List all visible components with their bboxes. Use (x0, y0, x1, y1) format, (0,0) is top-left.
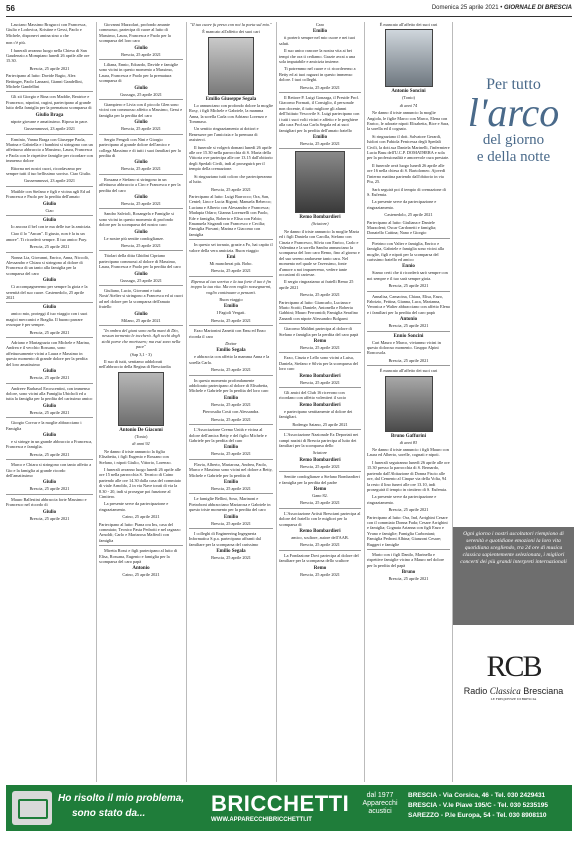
deceased-name: Emilio Segala (216, 348, 246, 354)
column-divider (276, 22, 277, 782)
deceased-name: Remo Bombardieri (299, 528, 341, 534)
deceased-photo (385, 376, 433, 432)
deceased-photo (385, 29, 433, 87)
divider (279, 148, 361, 149)
obituary-column-1 (6, 22, 93, 782)
obituary-date: Brescia, 25 aprile 2021 (211, 485, 251, 491)
deceased-photo (295, 151, 345, 213)
obituary-date: Brescia, 25 aprile 2021 (29, 409, 70, 415)
obituary-date: Brescia, 25 aprile 2021 (388, 576, 429, 582)
obituary-date: Brescia, 25 aprile 2021 (211, 186, 251, 192)
divider (279, 429, 361, 430)
obituary-text: L'Associazione Artisti Bresciani partecipa al dolore del fratello con le migliori per la scomparsa di (279, 510, 361, 527)
deceased-name: Giulio (42, 432, 57, 438)
ad-address: BRESCIA - Via Corsica, 46 - Tel. 030 2429431 (408, 792, 546, 799)
obituary-text: Ne danno il triste annuncio la figlia Elisabetta, i figli Eugenio e Rossano con Stefano, i nipoti Giulio, Vittorio, Lorenzo. (99, 448, 172, 465)
newspaper-name: GIORNALE DI BRESCIA (503, 5, 572, 11)
deceased-name: Emilio Giuseppe Segala (205, 96, 257, 102)
obituary-text: Sandro Salvioli, Rosangela e Famiglie si sono vicini in questo momento di profondo dolore per la scomparsa del nostro caro (99, 211, 174, 228)
obituary-text: Le nostre più sentite condoglianze. (104, 235, 165, 241)
deceased-name: Giulio (42, 305, 57, 311)
divider (279, 387, 361, 388)
obituary-participants: Partecipano al lutto: Giancarlo, Luciana e Mario Scotti; Daniele, Antonella e Roberta Gabbini; Mauro Ferromidi; Famiglia Serafino Zanardi con nipote Alessandro Bolgarni (279, 299, 359, 321)
obituary-date: Brescia, 25 aprile 2021 (300, 140, 340, 146)
obituary-text: Gano 82. (312, 492, 328, 498)
divider (99, 325, 183, 326)
obituary-text: Si ringraziano il dott. Salvatore Gerardi, Isidori con Fabiola Fenicessa degli Spedali Civili, la dott.ssa Daniela Marinelli, l'infermiere Lucia Basu dell'U.C.P. DOMATHERA e sola per la professionalità e amorevole cura prestate. (367, 133, 450, 161)
obituary-date: Brescia, 25 aprile 2021 (300, 463, 340, 469)
page-dateline: Domenica 25 aprile 2021 • GIORNALE DI BRESCIA (431, 5, 572, 11)
obituary-date: Brescia, 25 aprile 2021 (29, 375, 70, 381)
obituary-text: Ciao (45, 207, 54, 213)
obituary-text: È mancato all'affetto dei suoi cari (202, 29, 260, 35)
obituary-text: e abbraccia con affetto la mamma Anna e la sorella Carla. (189, 354, 270, 365)
obituary-text: I Fagioli Vergati. (216, 310, 246, 316)
obituary-date: Brescia, 25 aprile 2021 (29, 515, 70, 521)
deceased-name: Antonio (399, 317, 418, 323)
deceased-name: Remo (313, 486, 327, 492)
obituary-text: Le famiglie Bellini, Soso, Marinoni e Pietroboni abbracciano Mariarosa e Gabriele in questo triste momento per la perdita del caro (189, 496, 271, 513)
obituary-text: Pietrino con Valter e famiglia, Enrico e famiglia, Gabriele e famiglia sono vicini alla moglie, figli e nipoti per la scomparsa del carissimo fratello ed amico (367, 240, 444, 262)
deceased-name: Remo Bombardieri (299, 402, 341, 408)
ad-headline: l'arco (467, 90, 560, 135)
deceased-title: (Sciatore) (311, 221, 329, 227)
obituary-text: Il funerale avrà luogo lunedì 26 aprile alle ore 16 nella chiesa di S. Bartolomeo. Ajovedì l'interno mattina partendo dall'obitorio in via Piu, 25. (367, 162, 446, 185)
divider (367, 365, 450, 366)
deceased-name: Giulio (134, 194, 148, 200)
obituary-text: Matilde con Stefano e figli e vicina agli Ed ad Francesca e Paolo per la perdita dell'amato (6, 188, 91, 200)
obituary-text: Rossana e Stefano si stringono in un affettuoso abbraccio a Ciro e Francesca e per la perdita del caro (99, 176, 181, 193)
ad-slogan: sono stato da... (72, 808, 146, 819)
obituary-text: Io ancora il bel con te ma delle tue la amicizia. (11, 223, 92, 229)
obituary-text: Gli zii Giorgio e Rina con Maddie, Beatrice e Francesco, nipotini, cugini, partecipano al grande lutto della famiglia per la prematura scomparsa di (6, 94, 92, 111)
obituary-text: amico mio, proteggi il tuo viaggio con i suoi magici meccanici e Braglia. Il buono parrare ovunque è per sempre. (6, 311, 88, 328)
obituary-text: Ezzo Marionini Zanetti con Emu ed Enzo ricorda il caro (189, 328, 266, 339)
divider (99, 545, 183, 546)
obituary-date: Brescia, 25 aprile 2021 (211, 416, 251, 422)
obituary-column-3 (189, 22, 273, 782)
obituary-participants: Partecipano al lutto: Luigi Barrocco; Ora, San, Centel; Lino e Lucia Rigoni; Manuela Rebecco; Luciana e Alberto con Alessandro e Francesca; Madapia Odaro; Gianna Lorenzelli con Paolo, Ede e famiglia, Roberto e Elisa con Fabio; Emanuela Sisgandi con Francesco e Cecilia; Famiglia Piovani; Marina e Giacomo con famiglia (189, 193, 272, 237)
obituary-text: Mario con i figli Danilo, Marinella e rispettive famiglie vicino a Mauro nel dolore per la perdita del papà (367, 551, 445, 568)
divider (189, 459, 273, 460)
divider (6, 302, 93, 303)
deceased-name: Giulio (134, 160, 148, 166)
obituary-text: Si ringraziano tutti coloro che parteciperanno al lutto. (189, 173, 272, 185)
obituary-text: È mancato all'affetto dei suoi cari (379, 368, 438, 374)
obituary-text: ti porterò sempre nel mio cuore e nei tuoi saluti. (279, 35, 356, 46)
obituary-text: Buon viaggio (219, 297, 243, 302)
deceased-name: Giulio (134, 229, 148, 235)
divider (367, 291, 450, 292)
page-header (6, 4, 572, 17)
radio-logo-block[interactable] (453, 630, 574, 738)
obituary-date: Brescia, 25 aprile 2021 (388, 357, 429, 363)
bricchetti-ad[interactable] (6, 785, 572, 831)
obituary-text: Giorgio Corvar e la moglie abbracciano i Famiglia (6, 420, 82, 431)
obituary-text: Sentite condoglianze a Stefano Bombardieri e famiglia per la perdita del padre (279, 474, 360, 485)
divider (99, 134, 183, 135)
divider (189, 424, 273, 425)
obituary-participants: Partecipano al lutto: Ora, Ind, Arrighini Cesare con il commiato Donna Fada; Cesare Arrighini e famiglia; Cognata Arianna con figli Enzo e Yvano e famiglie; Famiglia Carboniani; Famiglia Pedroni Albina; Gianzoni Cesare; Ruggeri e famiglie (367, 514, 448, 547)
obituary-text: e partecipano sentitamente al dolore dei famigliari. (279, 408, 353, 420)
obituary-text: e si stringe in un grande abbraccio a Francesca, Francesca e famiglia. (6, 438, 93, 450)
obituary-date: Brescia, 25 aprile 2021 (388, 323, 429, 329)
deceased-name: Remo (313, 565, 327, 571)
deceased-name: Giulio (42, 480, 57, 486)
obituary-text: La presente serve da partecipazione e ringraziamento. (367, 199, 437, 210)
obituary-text: L'Associazione Cremo Unità e vicina al dolore dell'amica Betty e del figlio Michele e Gabriele per la perdita del caro (189, 427, 267, 443)
deceased-name: Giulio (134, 85, 148, 91)
column-divider (186, 22, 187, 782)
divider (6, 215, 93, 216)
deceased-name: Giulio (42, 217, 57, 223)
divider (189, 325, 273, 326)
obituary-date: Gussemmezzi, 23 aprile 2021 (23, 178, 76, 184)
quote-source: (Sap 3,1 - 3) (130, 351, 152, 357)
deceased-name: Antonio (132, 566, 150, 572)
deceased-name: Giulio (134, 311, 148, 317)
divider (279, 92, 361, 93)
obituary-participants: Partecipano al lutto: Piana ora Ins, casa del commiato; Tecnico Pasta Pedrotti e nel ragazzo Arnoldi; Carlo e Mariarosa Maffeoli con famiglia (99, 521, 181, 543)
obituary-text: Ermínio, Vanna Braga con Giuseppe Paola, Marina e Gabriella e i bambini si stringono con un affettuoso abbraccio a Massimo, Laura, Francesca e Paola con le rispettive famiglie per ricordare con immenso dolore (6, 136, 93, 164)
obituary-text: Sergio Fengoli con Nini e Giorgio partecipano al grande dolore dell'amico e collega Massimo e di tutti i suoi familiari per la perdita di (99, 136, 181, 158)
ad-brand: BRICCHETTI (211, 791, 350, 816)
obituary-text: Ne danno il triste annuncio i figli Mauro con Laura ed Alberto, sorelle, cognati e nipoti. (367, 447, 449, 458)
obituary-text: Mauro Ballestini abbraccia forte Massimo e Francesco nel ricordo di (6, 496, 87, 508)
divider (279, 508, 361, 509)
divider (6, 337, 93, 338)
hearing-aid-icon (12, 791, 52, 825)
obituary-date: Brescia, 25 aprile 2021 (29, 486, 70, 492)
divider (189, 493, 273, 494)
ad-slogan: Ho risolto il mio problema, (58, 793, 185, 804)
ad-headline: Per tutto (486, 76, 541, 93)
radio-ad-promo (453, 527, 574, 625)
obituary-date: Brescia, 25 aprile 2021 (211, 268, 251, 274)
obituary-text: Giovanni Mazzolari, profondo amante commosso, partecipa di cuore al lutto di Massimo, Laura, Francesca e Paolo per la scomparsa del loro caro (99, 22, 171, 44)
deceased-name: Emilio (223, 304, 239, 310)
obituary-text: Giampiero e Livia con il piccolo Glen sono vicini con commosso affetto a Massimo, Gessi e famiglia per la perdita del caro (99, 102, 183, 118)
obituary-date: Brescia, 25 aprile 2021 (121, 166, 161, 172)
deceased-name: Emilio (312, 29, 328, 35)
obituary-text: Cari Mauro e Marco, vivianmo vicini in questo doloroso momento. Gruppo Alpini Roncosola. (367, 339, 441, 356)
radio-tagline: LE FREQUENZE DI BRESCIA (490, 697, 537, 701)
deceased-name: Giulio (42, 403, 57, 409)
deceased-name: Bruno Gaffurini (390, 433, 427, 439)
obituary-text: I funerali seguiranno lunedì 26 aprile alle ore 15.30 presso la parrocchia di S. Bernardo, partendo dall'Abitazione di Donna Fiscio alle ore, dal Cemento al Cinque via della Volta, 94 la resto il lino funeri alle ore 13.10, indi proseguirà il tempio in cimitero di S. Eufemia. (367, 459, 450, 492)
obituary-text: Giuliano, Lucio, Giovanni e tutta Nostr'Atelier si stringono a Francesca ed ai cuori ad nel dolore per la scomparsa dell'amato fratello (99, 288, 183, 310)
obituary-text: L'Associazione Nazionale Ex Deportati nei campi nazisti di Brescia partecipa al lutto dei familiari per la scomparsa dello (279, 432, 359, 448)
obituary-text: In questo sei tornato, grazie a Fo, hai capito il valore della vera amicizia. Buon viaggio (189, 242, 273, 253)
obituary-date: Brescia, 25 aprile 2021 (29, 244, 70, 250)
divider (367, 549, 450, 550)
obituary-text: Un sentito ringraziamento ai dottori e Benessere per l'amicizia e la premura di assisterci. (189, 126, 259, 143)
divider (189, 239, 273, 240)
obituary-text: I colleghi di Engineering Ingegneria Informatica S.p.a. partecipano affranti dal familiare per la scomparsa del carissimo (189, 530, 261, 547)
obituary-date: Gussemmezzi, 23 aprile 2021 (23, 126, 76, 132)
obituary-date: Brescia, 25 aprile 2021 (211, 555, 251, 561)
divider (279, 550, 361, 551)
deceased-name: Giulio Braga (35, 112, 64, 118)
divider (6, 134, 93, 135)
obituary-date: Rodengo Saiano, 25 aprile 2021 (292, 421, 348, 427)
obituary-participants: Partecipano al lutto: Giuliana e Daniele Mazzoleni; Oscar Cardonetti e famiglia; Donatello Cattina; Nano e Giorgio (367, 219, 437, 236)
obituary-date: Brescia, 25 aprile 2021 (388, 283, 429, 289)
ad-addresses (408, 791, 548, 821)
obituary-text: Il funerale si volgerà domani lunedì 26 aprile alle ore 15.30 nella parrocchia di S. Maria della Vittoria ove partecipa alle ore 13.15 dall'obitorio degli Spedali Civili, indi al proseguirà per il tempio della cremazione. (189, 144, 273, 172)
obituary-text: Ti potremmo nel cuore e ci ricorderemo a Betty ed ai tuoi ragazzi in questo immenso dolore. I tuoi colleghi. (279, 66, 356, 83)
deceased-name: Giulio (42, 509, 57, 515)
divider (367, 331, 450, 332)
obituary-date: Brescia, 25 aprile 2021 (388, 507, 429, 513)
obituary-text: amico, scultore, autore dell'AAB. (291, 534, 349, 540)
obituary-date: Gussago, 25 aprile 2021 (120, 277, 162, 283)
ad-headline: e della notte (476, 149, 551, 165)
obituary-date: Brescia, 25 aprile 2021 (121, 242, 161, 248)
obituary-date: Brescia, 25 aprile 2021 (300, 542, 340, 548)
deceased-name: Remo Bombardieri (299, 215, 341, 221)
obituary-text: Ci accompagneremo per sempre la gioia e la serenità del suo cuore. Castenedolo, 25 aprile 2021 (6, 284, 88, 301)
obituary-quote: Ripensa al tuo sorriso e la tua forte il tuo è fin troppo la tua vita. Ma non voglio rassegnarmi, voglio continuare a pensarti. (190, 278, 272, 295)
divider (99, 250, 183, 251)
obituary-text: Gli amici del Club 16 ricevono con ricordano con affetto volentieri il socio (279, 390, 347, 401)
obituary-text: Ne danno il triste annuncio la moglie Angiola, le figlie Marco con Marco, Elena con Enrico, le adorate nipoti Elisabetta, Bice e Sara, la sorella ed il cognato. (367, 110, 450, 132)
divider (6, 91, 93, 92)
obituary-text: Il Rettore P. Luigi Gonzaga, il Preside Prof. Giacomo Formati, il Consiglio, il personale non docente, il tutto migliore gli alunni dell'Istituto Vescovile S. Luigi partecipano con i tutti i suoi volti vicini e affetto e le preghiere alla cara Prof.ssa Carla Segala ed ai suoi famigliari per la perdita dell'amato fratello (279, 95, 360, 133)
obituary-text: Il suo di tutti, sentiamo addolorati nell'abbraccio della Regina di Bresciardia (99, 359, 171, 370)
obituary-text: Marco e Chiara si stringono con tanto affetto a Gio e la famiglia ai grande ricordo dell'amatissimo (6, 462, 92, 478)
obituary-date: Caino, 25 aprile 2021 (122, 514, 160, 520)
deceased-nickname: (Tonio) (402, 95, 415, 101)
obituary-date: Caino, 25 aprile 2021 (122, 572, 160, 578)
obituary-column-4 (279, 22, 361, 782)
deceased-name: Bruno (401, 570, 416, 576)
deceased-name: Giulio (134, 120, 148, 126)
obituary-text: La presente serve da partecipazione e ringraziamento. (367, 494, 437, 505)
deceased-name: Emilio (312, 134, 328, 140)
obituary-text: non c'è più. (6, 40, 26, 46)
obituary-text: Ritorna nei nostri cuori, ricordavamo per sempre tutti il tuo bellissimo sorriso. Ciao Giulio. (6, 165, 92, 176)
divider (99, 59, 183, 60)
obituary-text: Il suo unico rancore la nostra vita ai bei tempi che ora ti cediamo. Grazie avrai a una sola imputabile e amicizia insieme. (279, 48, 355, 65)
obituary-column-5 (367, 22, 450, 782)
deceased-name: Antonio De Giacomi (119, 427, 163, 433)
deceased-name: Emilio (223, 514, 239, 520)
divider (6, 383, 93, 384)
ad-promo-text: Ogni giorno i nostri ascoltatori riempiono di serenità e quotidiane emozioni la loro vita quotidiana scegliendo, tra 24 ore di musica classica sapientemente selezionata, i migliori concerti dei più grandi interpreti internazionali (460, 531, 567, 565)
divider (99, 285, 183, 286)
radio-name: Radio Classica Bresciana (463, 686, 564, 696)
obituary-date: Milano, 25 aprile 2021 (121, 317, 161, 323)
obituary-date: Brescia, 25 aprile 2021 (300, 84, 340, 90)
divider (6, 494, 93, 495)
obituary-date: Brescia, 25 aprile 2021 (211, 520, 251, 526)
divider (6, 186, 93, 187)
obituary-date: Gussago, 25 aprile 2021 (120, 91, 162, 97)
obituary-text: È mancato all'affetto dei suoi cari (379, 22, 438, 27)
obituary-date: Brescia, 25 aprile 2021 (29, 451, 70, 457)
obituary-date: Brescia, 25 aprile 2021 (29, 65, 70, 71)
deceased-name: Giulio (42, 201, 57, 207)
obituary-date: Brescia, 25 aprile 2021 (29, 329, 70, 335)
obituary-date: Brescia, 25 aprile 2021 (211, 401, 251, 407)
ad-since: dal 1977 Apparecchi acustici (362, 792, 398, 815)
deceased-name: Antonio Soncini (391, 89, 426, 95)
obituary-date: Brescia, 25 aprile 2021 (300, 379, 340, 385)
divider (189, 528, 273, 529)
divider (279, 471, 361, 472)
deceased-age: di anni 92 (132, 441, 150, 447)
divider (189, 375, 273, 376)
deceased-name: Ennio Soncini (393, 333, 424, 339)
obituary-text: Andreev Barbasol Ercoscentini, con immenso dolore, sono vicini alla Famiglia Ubicholi ed a tutta la famiglia per la perdita del carissimo amico (6, 385, 93, 402)
obituary-date: Brescia, 25 aprile 2021 (300, 571, 340, 577)
ad-address: SAREZZO - P.le Europa, 54 - Tel. 030 8908110 (408, 812, 547, 819)
obituary-text: I funerali avranno luogo nella Chiesa di San Gaudenzio a Mompiano lunedì 26 aprile alle ore 15.30. (6, 47, 90, 64)
obituary-date: Brescia, 25 aprile 2021 (300, 345, 340, 351)
column-divider (364, 22, 365, 782)
obituary-text: Nonna Lia, Giovanni, Enrico, Anna, Niccolò, Alessandro e Chiara si stringono al dolore di Francesca di un tanto alla famiglia per la scomparsa del caro (6, 254, 90, 276)
deceased-name: Emilio (223, 479, 239, 485)
obituary-text: Il sergio ringraziamo ai fratelli Remo 25 aprile 2021 (279, 279, 354, 290)
ad-address: BRESCIA - V.le Piave 195/C - Tel. 030 5235195 (408, 802, 548, 809)
obituary-participants: Partecipano al lutto: Davide Bagio, Alex Bettinger, Paolo Lanzani, Gianni Gandellini, Michele Gandellini (6, 73, 83, 90)
obituary-text: Adriano e Mariagrazia con Michele e Marina, Andrea e il vecchio Rossano, sono affettuosamente vicini a Laura e Massimo in questo momento di grande dolore per la perdita del loro amatissimo (6, 340, 90, 367)
obituary-text: Flavia, Alberto, Mariarosa, Andrea, Paolo, Marco e Massimo sono vicini nel dolore a Betty, Michele e Gabriele per la perdita di (189, 461, 273, 478)
deceased-title: Dottor (225, 341, 237, 347)
obituary-text: Lasciano Massimo Bragucci con Francesca, Giulio e Lodovica, Kristine e Gessi, Paolo e Michele, disponevi amina sino a che (6, 22, 87, 38)
deceased-name: Remo Bombardieri (299, 457, 341, 463)
page-number: 56 (6, 4, 15, 13)
divider (367, 238, 450, 239)
deceased-age: di anni 74 (399, 102, 418, 108)
obituary-text: nipote giovane e amatissimo. Riposa in pace. (10, 118, 89, 124)
obituary-text: La presente serve da partecipazione e ringraziamento. (99, 501, 169, 512)
obituary-text: Caro (315, 22, 325, 27)
obituary-date: Brescia, 25 aprile 2021 (211, 317, 251, 323)
obituary-column-2 (99, 22, 183, 782)
radio-ad-banner[interactable] (453, 22, 574, 312)
divider (6, 252, 93, 253)
divider (99, 99, 183, 100)
obituary-text: I funerali avranno luogo lunedì 26 aprile alle ore 15 nella parrocchia S. Tecnico di Caino partendo alle ore 14.30 dalla casa del commiato di viale Arnoldo, 2 in via Nave torati di via la 8.30 - 20, indi si prosegue poi funzione al Cimitero. (99, 466, 182, 499)
deceased-name: Emi (226, 254, 236, 260)
obituary-text: Pierrosalia Costi con Alessandra. (202, 409, 260, 415)
divider (189, 276, 273, 277)
deceased-name: Giulio (134, 271, 148, 277)
obituary-text: Ciao il lo "Ancan". Il giusto, non è la tu un amore". Ti ricorderò sempre. Il tuo amico Pary. (6, 231, 88, 242)
divider (99, 208, 183, 209)
deceased-name: Emilio Segala (216, 549, 246, 555)
obituary-text: In questo momento profondamente addolorato partecipano al dolore di Elisabetta, Michele e Gabriele per la perdita del loro caro (189, 377, 269, 394)
ad-headline: del giorno (482, 132, 545, 148)
obituary-text: La Fondazione Dovi partecipa al dolore del familiare per la scomparsa dello scultore (279, 552, 359, 564)
deceased-photo (208, 37, 254, 95)
deceased-name: Ennio (402, 264, 415, 270)
divider (6, 459, 93, 460)
obituary-text: Mi mancherai più. Bobo. (209, 260, 253, 266)
obituary-date: Brescia, 25 aprile 2021 (121, 51, 161, 57)
obituary-date: Brescia, 25 aprile 2021 (211, 451, 251, 457)
deceased-name: Remo Bombardieri (299, 373, 341, 379)
obituary-text: Siamo certi che ti ricorderà sarò sempre con noi sempre e il tuo sarà sempre gioia. (367, 270, 448, 281)
obituary-text: Lo annunciano con profondo dolore la moglie Rosy, i figli Michele e Gabriele, la mamma Anna, la sorella Carla con Adriano Lorenzo e Tommaso. (189, 102, 273, 125)
divider (99, 174, 183, 175)
deceased-title: Sciatore (312, 450, 328, 456)
deceased-name: Remo (313, 339, 327, 345)
obituary-text: Sarà seguirà poi il tempio di cremazione di S. Eufemia. (367, 186, 446, 197)
obituary-date: Brescia, 25 aprile 2021 (121, 200, 161, 206)
obituary-text: Ne danno il triste annuncio la moglie Maria ed i figli Daniela con Carolla, Stefano con Cinzia e Francesco, Silvia con Enrico, Carlo e Valentina e la sorella Sandra annunciano la scomparsa del loro caro Remo, fino al giorno e del suo sereno andarsene tanto cara. Nel momento nel quale se l'avessimo, fonte d'amore a noi impareremo, vedere tante occasioni di cariesse. (279, 228, 360, 277)
obituary-text: Giacomo Maldini partecipa al dolore di Stefano e famiglia per la perdita del caro papà (279, 326, 359, 337)
obituary-date: Brescia, 25 aprile 2021 (211, 367, 251, 373)
obituary-text: Liliana, Ennio, Edoardo, Davide e famiglie sono vicini in questo momento a Massimo, Laura, Francesca e Paolo per la prematura scomparsa di (99, 62, 179, 84)
divider (279, 323, 361, 324)
obituary-date: Brescia, 25 aprile 2021 (121, 126, 161, 132)
obituary-date: Castenedolo, 25 aprile 2021 (384, 212, 433, 218)
obituary-date: Brescia, 25 aprile 2021 (300, 500, 340, 506)
obituary-quote: "In ombra del giunt sono nella mani di Dio, nessun tormento le toccherà. Agli occhi degli stolti parve che morissero; ma essi sono nella pace" (101, 328, 181, 350)
deceased-photo (118, 372, 164, 426)
divider (6, 417, 93, 418)
obituary-text: Miretta Rossi e figli partecipano al lutto di Elisa, Rossana, Eugenio e famiglia per la scomparsa del caro papà (99, 548, 178, 564)
ad-url[interactable]: WWW.APPARECCHIBRICCHETTI.IT (211, 817, 312, 823)
deceased-age: di anni 83 (399, 439, 418, 445)
obituary-text: Annalisa, Camacina, Chiara, Elisa, Enzo, Fabrizio, Fettina, Gianna, Luca, Marianna, Veronica e Walter abbracciano con affetto Elena e i familiari per la perdita del caro papà (367, 293, 450, 315)
radio-logo-icon: RCB (486, 650, 541, 683)
deceased-nickname: (Tonio) (134, 433, 148, 439)
obituary-text: Ezzo, Cinzia e Lello sono vicini a Luisa, Daniela, Stefano e Silvia per la scomparsa del loro caro (279, 355, 358, 372)
obituary-text: Titolari della ditta Ghidini Cipriano partecipano commossi al dolore di Massimo, Laura, Francesca e Paolo per la perdita del caro (99, 253, 181, 270)
obituary-date: Brescia, 25 aprile 2021 (300, 292, 340, 298)
deceased-name: Emilio (223, 445, 239, 451)
deceased-name: Giulio (42, 369, 57, 375)
obituary-quote: "Il tuo cuore fu preso con noi la porta sul mio." (190, 22, 272, 27)
deceased-name: Giulio (134, 45, 148, 51)
deceased-name: Emilio (223, 395, 239, 401)
deceased-name: Giulio (42, 278, 57, 284)
column-divider (96, 22, 97, 782)
divider (279, 352, 361, 353)
